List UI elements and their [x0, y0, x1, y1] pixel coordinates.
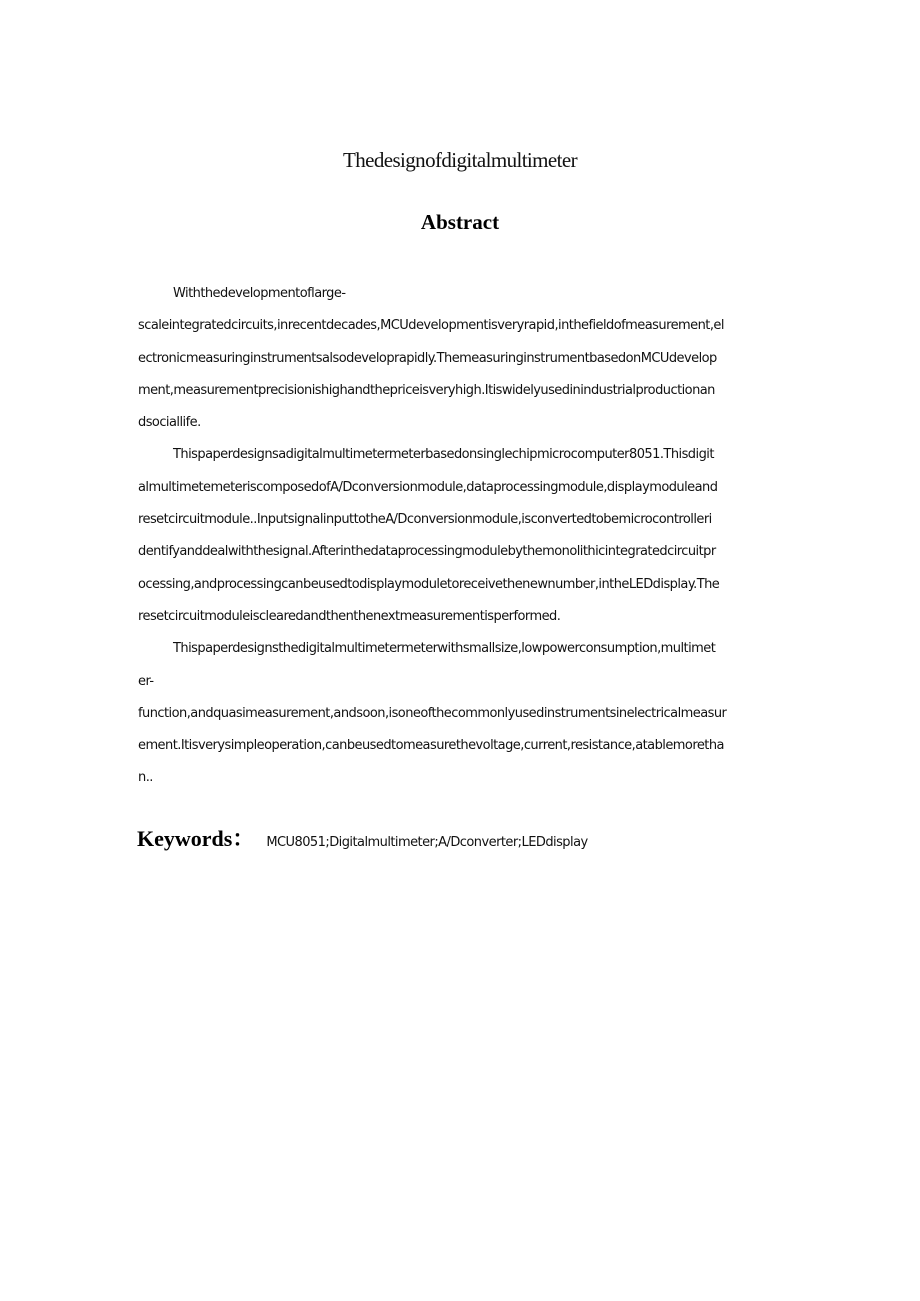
- paragraph-line: dsociallife.: [138, 415, 201, 431]
- paragraph-line: almultimetemeteriscomposedofA/Dconversionmodule,dataprocessingmodule,displaymoduleand: [138, 479, 718, 495]
- paragraph-line: er-: [138, 673, 154, 689]
- paragraph-line: dentifyanddealwiththesignal.Afterinthedataprocessingmodulebythemonolithicintegratedcircuitpr: [138, 544, 716, 560]
- abstract-paragraph-1: [138, 278, 786, 439]
- abstract-body: [138, 278, 786, 795]
- paragraph-line: function,andquasimeasurement,andsoon,isoneofthecommonlyusedinstrumentsinelectricalmeasur: [138, 705, 727, 721]
- paragraph-line: resetcircuitmoduleisclearedandthenthenextmeasurementisperformed.: [138, 608, 561, 624]
- abstract-paragraph-3: [138, 633, 786, 794]
- keywords-line: [137, 822, 837, 853]
- abstract-heading: Abstract: [420, 210, 500, 234]
- keywords-value: MCU8051;Digitalmultimeter;A/Dconverter;LEDdisplay: [266, 835, 588, 850]
- document-title: Thedesignofdigitalmultimeter: [343, 148, 577, 172]
- paragraph-line: Thispaperdesignsadigitalmultimetermeterbasedonsinglechipmicrocomputer8051.Thisdigit: [173, 447, 714, 463]
- paragraph-line: ement.Itisverysimpleoperation,canbeusedtomeasurethevoltage,current,resistance,atablemoretha: [138, 738, 724, 754]
- paragraph-line: Withthedevelopmentoflarge-: [173, 286, 346, 301]
- paragraph-line: scaleintegratedcircuits,inrecentdecades,MCUdevelopmentisveryrapid,inthefieldofmeasurement,el: [138, 318, 724, 334]
- paragraph-line: resetcircuitmodule..InputsignalinputtotheA/Dconversionmodule,isconvertedtobemicrocontrolleri: [138, 512, 712, 528]
- abstract-paragraph-2: [138, 439, 786, 633]
- paragraph-line: n..: [138, 770, 153, 786]
- paragraph-line: Thispaperdesignsthedigitalmultimetermeterwithsmallsize,lowpowerconsumption,multimet: [173, 641, 716, 657]
- keywords-label: Keywords：: [137, 826, 255, 851]
- paragraph-line: ocessing,andprocessingcanbeusedtodisplaymoduletoreceivethenewnumber,intheLEDdisplay.The: [138, 576, 720, 592]
- paragraph-line: ment,measurementprecisionishighandthepriceisveryhigh.Itiswidelyusedinindustrialproductionan: [138, 382, 715, 398]
- paragraph-line: ectronicmeasuringinstrumentsalsodeveloprapidly.ThemeasuringinstrumentbasedonMCUdevelop: [138, 350, 717, 366]
